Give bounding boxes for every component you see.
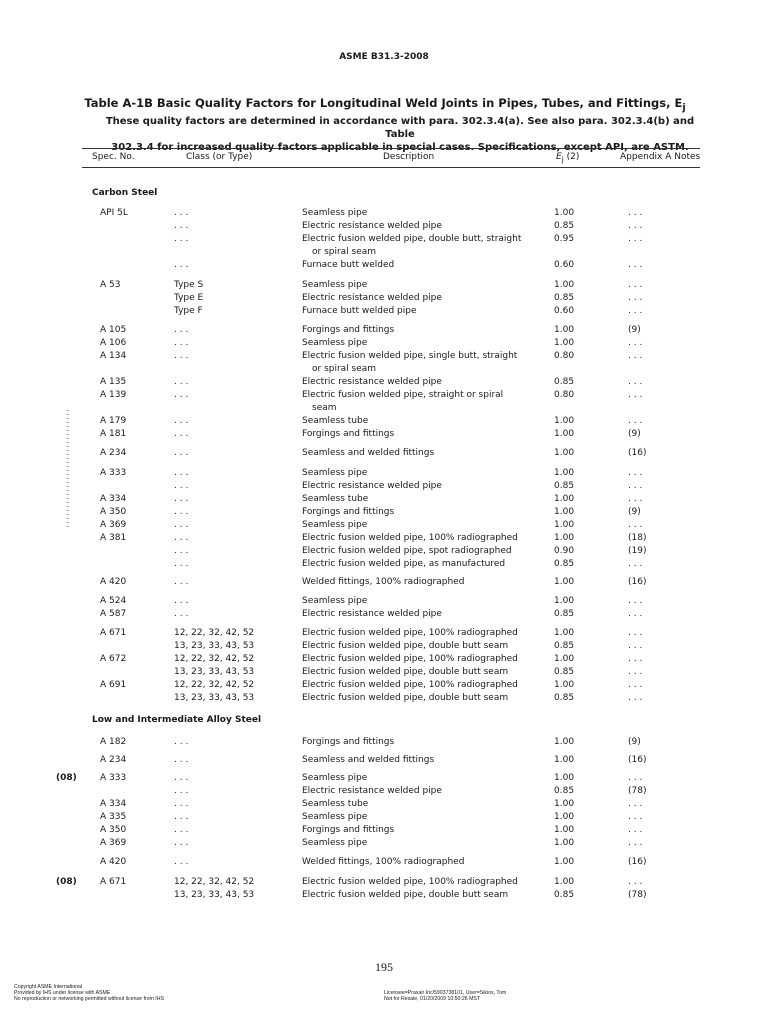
- cell-ej: 0.80: [554, 351, 575, 361]
- cell-notes: . . .: [628, 773, 643, 783]
- cell-description: Electric fusion welded pipe, double butt, straight: [302, 234, 522, 244]
- header-bottom-rule: [82, 167, 700, 168]
- cell-description: Electric fusion welded pipe, 100% radiographed: [302, 680, 518, 690]
- cell-spec-no: A 369: [100, 520, 127, 530]
- cell-notes: . . .: [628, 208, 643, 218]
- cell-spec-no: A 181: [100, 429, 127, 439]
- cell-ej: 1.00: [554, 799, 575, 809]
- cell-spec-no: A 524: [100, 596, 127, 606]
- column-header-description: Description: [383, 152, 435, 162]
- cell-spec-no: A 333: [100, 468, 127, 478]
- cell-notes: . . .: [628, 494, 643, 504]
- cell-notes: . . .: [628, 641, 643, 651]
- cell-ej: 0.85: [554, 559, 575, 569]
- cell-description: Seamless pipe: [302, 838, 368, 848]
- footer-right: [384, 990, 506, 1002]
- cell-class: 12, 22, 32, 42, 52: [174, 654, 255, 664]
- cell-ej: 1.00: [554, 416, 575, 426]
- cell-notes: . . .: [628, 609, 643, 619]
- cell-class: 13, 23, 33, 43, 53: [174, 667, 255, 677]
- cell-class: 12, 22, 32, 42, 52: [174, 877, 255, 887]
- cell-description: Seamless pipe: [302, 208, 368, 218]
- cell-description: Electric fusion welded pipe, 100% radiographed: [302, 654, 518, 664]
- cell-spec-no: A 182: [100, 737, 127, 747]
- cell-description: Electric fusion welded pipe, double butt seam: [302, 641, 509, 651]
- cell-spec-no: API 5L: [100, 208, 128, 218]
- cell-ej: 1.00: [554, 533, 575, 543]
- cell-spec-no: A 335: [100, 812, 127, 822]
- cell-spec-no: A 106: [100, 338, 127, 348]
- cell-class: . . .: [174, 533, 189, 543]
- running-header: ASME B31.3-2008: [339, 52, 429, 62]
- cell-ej: 1.00: [554, 448, 575, 458]
- cell-spec-no: A 350: [100, 825, 127, 835]
- cell-class: Type E: [174, 293, 204, 303]
- cell-notes: . . .: [628, 680, 643, 690]
- cell-spec-no: A 105: [100, 325, 127, 335]
- cell-description: Seamless pipe: [302, 280, 368, 290]
- cell-spec-no: A 587: [100, 609, 127, 619]
- cell-notes: . . .: [628, 825, 643, 835]
- cell-description: Seamless pipe: [302, 338, 368, 348]
- cell-description: Seamless pipe: [302, 812, 368, 822]
- cell-class: . . .: [174, 429, 189, 439]
- cell-description: Forgings and fittings: [302, 507, 395, 517]
- cell-class: . . .: [174, 799, 189, 809]
- cell-ej: 1.00: [554, 338, 575, 348]
- cell-notes: . . .: [628, 468, 643, 478]
- cell-spec-no: A 179: [100, 416, 127, 426]
- table-title-subscript: j: [682, 102, 686, 114]
- cell-class: . . .: [174, 481, 189, 491]
- cell-notes: . . .: [628, 481, 643, 491]
- cell-class: . . .: [174, 559, 189, 569]
- cell-class: . . .: [174, 338, 189, 348]
- cell-notes: (9): [628, 507, 641, 517]
- column-header-ej-suffix: (2): [563, 152, 580, 162]
- cell-description-continued: or spiral seam: [312, 363, 377, 374]
- cell-spec-no: A 334: [100, 494, 127, 504]
- cell-class: . . .: [174, 812, 189, 822]
- cell-class: . . .: [174, 577, 189, 587]
- cell-description: Electric resistance welded pipe: [302, 221, 442, 231]
- cell-spec-no: A 691: [100, 680, 127, 690]
- column-header-ej-subscript: j: [561, 154, 564, 164]
- cell-ej: 0.85: [554, 641, 575, 651]
- cell-ej: 1.00: [554, 494, 575, 504]
- cell-class: . . .: [174, 494, 189, 504]
- cell-spec-no: A 671: [100, 877, 127, 887]
- cell-ej: 0.85: [554, 786, 575, 796]
- cell-class: 13, 23, 33, 43, 53: [174, 693, 255, 703]
- cell-ej: 0.85: [554, 293, 575, 303]
- cell-description: Electric fusion welded pipe, double butt seam: [302, 667, 509, 677]
- cell-class: . . .: [174, 520, 189, 530]
- cell-spec-no: A 53: [100, 280, 121, 290]
- cell-notes: (16): [628, 448, 647, 458]
- cell-class: . . .: [174, 596, 189, 606]
- column-header-class: Class (or Type): [186, 152, 253, 162]
- column-header-spec: Spec. No.: [92, 152, 135, 162]
- cell-spec-no: A 234: [100, 448, 127, 458]
- cell-notes: . . .: [628, 338, 643, 348]
- footer-left: [14, 984, 164, 1002]
- scan-margin-marks: [66, 410, 69, 530]
- cell-class: . . .: [174, 857, 189, 867]
- cell-class: . . .: [174, 507, 189, 517]
- cell-class: . . .: [174, 390, 189, 400]
- cell-spec-no: A 134: [100, 351, 127, 361]
- cell-class: . . .: [174, 468, 189, 478]
- cell-ej: 1.00: [554, 737, 575, 747]
- cell-notes: . . .: [628, 667, 643, 677]
- cell-notes: . . .: [628, 377, 643, 387]
- column-header-ej-symbol: E: [556, 152, 562, 162]
- footer-right-line-1: Licensee=Praxair Inc/5903738101, User=Sikios, Tom: [384, 990, 507, 996]
- cell-notes: . . .: [628, 812, 643, 822]
- cell-spec-no: A 135: [100, 377, 127, 387]
- cell-ej: 0.85: [554, 890, 575, 900]
- cell-description: Electric resistance welded pipe: [302, 481, 442, 491]
- cell-ej: 0.90: [554, 546, 575, 556]
- cell-notes: (9): [628, 737, 641, 747]
- cell-notes: (18): [628, 533, 647, 543]
- cell-description: Seamless tube: [302, 494, 369, 504]
- cell-spec-no: A 420: [100, 577, 127, 587]
- cell-description: Electric fusion welded pipe, double butt seam: [302, 693, 509, 703]
- section-heading: Carbon Steel: [92, 188, 158, 198]
- cell-spec-no: A 333: [100, 773, 127, 783]
- cell-description: Seamless pipe: [302, 468, 368, 478]
- cell-description: Seamless pipe: [302, 520, 368, 530]
- cell-description-continued: seam: [312, 402, 337, 413]
- cell-class: . . .: [174, 416, 189, 426]
- cell-spec-no: A 139: [100, 390, 127, 400]
- cell-notes: . . .: [628, 799, 643, 809]
- cell-class: . . .: [174, 208, 189, 218]
- cell-ej: 0.85: [554, 667, 575, 677]
- cell-ej: 1.00: [554, 507, 575, 517]
- cell-ej: 1.00: [554, 812, 575, 822]
- cell-notes: (9): [628, 429, 641, 439]
- page-number: 195: [375, 960, 393, 974]
- cell-description: Electric fusion welded pipe, single butt, straight: [302, 351, 518, 361]
- cell-ej: 0.60: [554, 260, 575, 270]
- cell-notes: . . .: [628, 838, 643, 848]
- cell-ej: 0.85: [554, 609, 575, 619]
- cell-ej: 0.85: [554, 221, 575, 231]
- cell-ej: 1.00: [554, 596, 575, 606]
- cell-class: 12, 22, 32, 42, 52: [174, 680, 255, 690]
- cell-notes: (16): [628, 577, 647, 587]
- column-header-notes: Appendix A Notes: [620, 152, 701, 162]
- cell-spec-no: A 671: [100, 628, 127, 638]
- cell-class: . . .: [174, 773, 189, 783]
- cell-notes: . . .: [628, 293, 643, 303]
- cell-ej: 0.80: [554, 390, 575, 400]
- cell-description: Forgings and fittings: [302, 325, 395, 335]
- cell-description: Electric resistance welded pipe: [302, 293, 442, 303]
- cell-class: 13, 23, 33, 43, 53: [174, 890, 255, 900]
- cell-ej: 0.85: [554, 481, 575, 491]
- cell-description: Electric fusion welded pipe, spot radiographed: [302, 546, 512, 556]
- cell-notes: . . .: [628, 520, 643, 530]
- cell-class: . . .: [174, 448, 189, 458]
- cell-description: Electric fusion welded pipe, 100% radiographed: [302, 628, 518, 638]
- cell-notes: (9): [628, 325, 641, 335]
- cell-notes: (19): [628, 546, 647, 556]
- cell-ej: 1.00: [554, 773, 575, 783]
- cell-description: Seamless pipe: [302, 773, 368, 783]
- cell-notes: . . .: [628, 390, 643, 400]
- cell-description: Electric fusion welded pipe, as manufactured: [302, 559, 506, 569]
- cell-description: Forgings and fittings: [302, 429, 395, 439]
- cell-ej: 1.00: [554, 325, 575, 335]
- cell-description: Electric resistance welded pipe: [302, 786, 442, 796]
- cell-ej: 1.00: [554, 577, 575, 587]
- cell-class: . . .: [174, 260, 189, 270]
- cell-notes: . . .: [628, 596, 643, 606]
- table-title-text: Table A-1B Basic Quality Factors for Longitudinal Weld Joints in Pipes, Tubes, and Fittings, E: [84, 96, 683, 110]
- cell-notes: (78): [628, 890, 647, 900]
- cell-ej: 0.85: [554, 377, 575, 387]
- cell-ej: 1.00: [554, 468, 575, 478]
- footer-left-line-2: Provided by IHS under license with ASME: [14, 990, 111, 996]
- cell-class: . . .: [174, 546, 189, 556]
- table-title: [60, 96, 710, 113]
- cell-spec-no: A 369: [100, 838, 127, 848]
- table-subtitle-line-1: These quality factors are determined in accordance with para. 302.3.4(a). See also para. 302.3.4(b) and Table: [105, 116, 695, 140]
- cell-description: Electric fusion welded pipe, straight or spiral: [302, 390, 504, 400]
- cell-ej: 0.85: [554, 693, 575, 703]
- cell-spec-no: A 381: [100, 533, 127, 543]
- cell-spec-no: A 350: [100, 507, 127, 517]
- cell-class: . . .: [174, 377, 189, 387]
- cell-class: 13, 23, 33, 43, 53: [174, 641, 255, 651]
- cell-spec-no: A 672: [100, 654, 127, 664]
- cell-notes: (16): [628, 755, 647, 765]
- cell-notes: (78): [628, 786, 647, 796]
- cell-notes: (16): [628, 857, 647, 867]
- cell-description: Furnace butt welded: [302, 260, 395, 270]
- cell-notes: . . .: [628, 221, 643, 231]
- table-subtitle-line-2: 302.3.4 for increased quality factors applicable in special cases. Specifications, except API, are ASTM.: [111, 142, 689, 153]
- cell-description: Electric fusion welded pipe, 100% radiographed: [302, 877, 518, 887]
- revision-marker: (08): [56, 773, 77, 783]
- cell-description: Electric resistance welded pipe: [302, 377, 442, 387]
- revision-marker: (08): [56, 877, 77, 887]
- cell-notes: . . .: [628, 628, 643, 638]
- cell-class: Type S: [174, 280, 204, 290]
- cell-notes: . . .: [628, 306, 643, 316]
- cell-ej: 1.00: [554, 838, 575, 848]
- cell-spec-no: A 420: [100, 857, 127, 867]
- cell-description: Seamless and welded fittings: [302, 755, 435, 765]
- cell-spec-no: A 334: [100, 799, 127, 809]
- cell-description: Forgings and fittings: [302, 825, 395, 835]
- footer-right-line-2: Not for Resale, 01/20/2009 10:50:26 MST: [384, 996, 481, 1002]
- cell-description: Seamless pipe: [302, 596, 368, 606]
- cell-description: Welded fittings, 100% radiographed: [302, 577, 465, 587]
- footer-left-line-1: Copyright ASME International: [14, 984, 83, 990]
- cell-description: Seamless and welded fittings: [302, 448, 435, 458]
- cell-ej: 1.00: [554, 280, 575, 290]
- cell-class: Type F: [174, 306, 203, 316]
- cell-description: Welded fittings, 100% radiographed: [302, 857, 465, 867]
- section-heading: Low and Intermediate Alloy Steel: [92, 715, 262, 725]
- table-top-rule: [82, 148, 700, 149]
- cell-ej: 1.00: [554, 208, 575, 218]
- cell-description: Electric fusion welded pipe, 100% radiographed: [302, 533, 518, 543]
- cell-ej: 1.00: [554, 654, 575, 664]
- footer-left-line-3: No reproduction or networking permitted without license from IHS: [14, 996, 164, 1002]
- cell-notes: . . .: [628, 416, 643, 426]
- cell-spec-no: A 234: [100, 755, 127, 765]
- cell-ej: 1.00: [554, 520, 575, 530]
- cell-class: . . .: [174, 351, 189, 361]
- cell-notes: . . .: [628, 877, 643, 887]
- cell-ej: 1.00: [554, 857, 575, 867]
- cell-notes: . . .: [628, 654, 643, 664]
- cell-ej: 1.00: [554, 755, 575, 765]
- cell-ej: 1.00: [554, 628, 575, 638]
- cell-class: . . .: [174, 221, 189, 231]
- column-header-ej: [556, 152, 579, 164]
- cell-ej: 1.00: [554, 825, 575, 835]
- cell-class: . . .: [174, 325, 189, 335]
- cell-ej: 1.00: [554, 877, 575, 887]
- cell-class: . . .: [174, 838, 189, 848]
- cell-notes: . . .: [628, 351, 643, 361]
- cell-class: . . .: [174, 825, 189, 835]
- cell-description: Seamless tube: [302, 416, 369, 426]
- cell-notes: . . .: [628, 234, 643, 244]
- cell-description: Forgings and fittings: [302, 737, 395, 747]
- cell-description: Electric resistance welded pipe: [302, 609, 442, 619]
- cell-class: . . .: [174, 234, 189, 244]
- cell-description: Furnace butt welded pipe: [302, 306, 417, 316]
- cell-description-continued: or spiral seam: [312, 246, 377, 257]
- cell-ej: 1.00: [554, 429, 575, 439]
- cell-class: 12, 22, 32, 42, 52: [174, 628, 255, 638]
- cell-notes: . . .: [628, 559, 643, 569]
- cell-description: Electric fusion welded pipe, double butt seam: [302, 890, 509, 900]
- cell-notes: . . .: [628, 260, 643, 270]
- cell-class: . . .: [174, 737, 189, 747]
- cell-class: . . .: [174, 755, 189, 765]
- cell-notes: . . .: [628, 693, 643, 703]
- cell-description: Seamless tube: [302, 799, 369, 809]
- cell-notes: . . .: [628, 280, 643, 290]
- cell-ej: 1.00: [554, 680, 575, 690]
- cell-class: . . .: [174, 609, 189, 619]
- cell-class: . . .: [174, 786, 189, 796]
- cell-ej: 0.95: [554, 234, 575, 244]
- cell-ej: 0.60: [554, 306, 575, 316]
